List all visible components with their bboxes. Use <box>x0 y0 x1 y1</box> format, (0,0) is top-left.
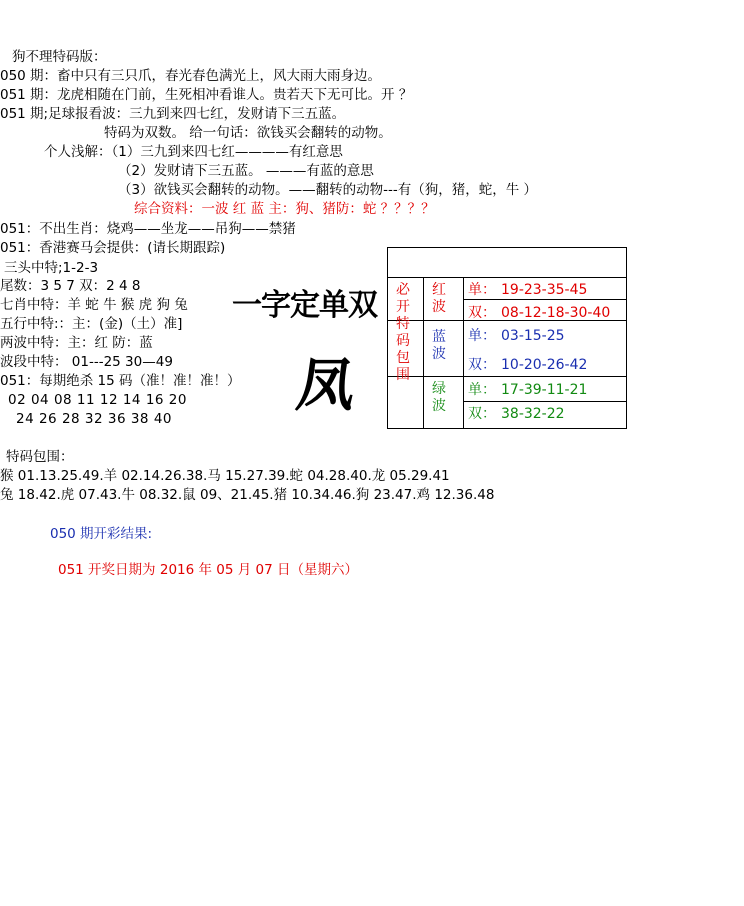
number-list-2: 24 26 28 32 36 38 40 <box>16 411 172 427</box>
green-single-nums: 17-39-11-21 <box>501 382 588 398</box>
blue-double-nums: 10-20-26-42 <box>501 357 588 373</box>
red-double-nums: 08-12-18-30-40 <box>501 305 611 321</box>
hk-jockey-line: 051：香港赛马会提供：(请长期跟踪) <box>0 240 226 256</box>
surround-line-2: 兔 18.42.虎 07.43.牛 08.32.鼠 09、21.45.猪 10.34.46.狗 23.47.鸡 12.36.48 <box>0 487 495 503</box>
surround-line-1: 猴 01.13.25.49.羊 02.14.26.38.马 15.27.39.蛇 04.28.40.龙 05.29.41 <box>0 468 450 484</box>
line-051-riddle: 051 期：龙虎相随在门前，生死相冲看谁人。贵若天下无可比。开 ？ <box>0 87 413 103</box>
green-single-label: 单： <box>468 382 496 398</box>
tail-number-line: 尾数：3 5 7 双：2 4 8 <box>0 278 141 294</box>
result-title: 050 期开彩结果: <box>50 526 153 542</box>
surround-table <box>387 247 627 429</box>
line-051-football: 051 期;足球报看波：三九到来四七红，发财请下三五蓝。 <box>0 106 346 122</box>
red-single-nums: 19-23-35-45 <box>501 282 588 298</box>
green-wave-label: 绿波 <box>432 381 446 414</box>
must-open-label: 必开特码包围 <box>396 282 410 383</box>
interpretation-1: 个人浅解：（1）三九到来四七红————有红意思 <box>44 144 343 160</box>
seven-zodiac-line: 七肖中特：羊 蛇 牛 猴 虎 狗 兔 <box>0 297 188 313</box>
blue-single-label: 单： <box>468 328 496 344</box>
three-head-line: 三头中特;1-2-3 <box>4 260 99 276</box>
red-double-label: 双： <box>468 305 496 321</box>
kill-15-line: 051：每期绝杀 15 码（准！准！准！） <box>0 373 241 389</box>
no-zodiac-line: 051：不出生肖：烧鸡——坐龙——吊狗——禁猪 <box>0 221 296 237</box>
blue-wave-label: 蓝波 <box>432 329 446 362</box>
green-double-label: 双： <box>468 406 496 422</box>
wave-segment-line: 波段中特： 01---25 30—49 <box>0 354 173 370</box>
interpretation-3: （3）欲钱买会翻转的动物。——翻转的动物---有（狗，猪，蛇，牛 ） <box>118 182 537 198</box>
interpretation-2: （2）发财请下三五蓝。 ———有蓝的意思 <box>118 163 374 179</box>
single-double-calligraphy: 一字定单双 <box>232 288 377 323</box>
blue-double-label: 双： <box>468 357 496 373</box>
draw-date: 051 开奖日期为 2016 年 05 月 07 日（星期六） <box>58 562 359 578</box>
page-title: 狗不理特码版： <box>12 49 107 65</box>
number-list-1: 02 04 08 11 12 14 16 20 <box>8 392 187 408</box>
red-single-label: 单： <box>468 282 496 298</box>
tema-note: 特码为双数。 给一句话：欲钱买会翻转的动物。 <box>104 125 392 141</box>
green-double-nums: 38-32-22 <box>501 406 565 422</box>
red-wave-label: 红波 <box>432 282 446 315</box>
two-wave-line: 两波中特：主：红 防：蓝 <box>0 335 153 351</box>
surround-title: 特码包围： <box>6 449 74 465</box>
blue-single-nums: 03-15-25 <box>501 328 565 344</box>
brush-character: 凤 <box>292 351 361 419</box>
summary-line: 综合资料：一波 红 蓝 主：狗、猪防：蛇 ？？？？ <box>134 201 435 217</box>
line-050-riddle: 050 期：畜中只有三只爪，春光春色满光上，风大雨大雨身边。 <box>0 68 382 84</box>
five-element-line: 五行中特:：主：(金)（土）准] <box>0 316 183 332</box>
